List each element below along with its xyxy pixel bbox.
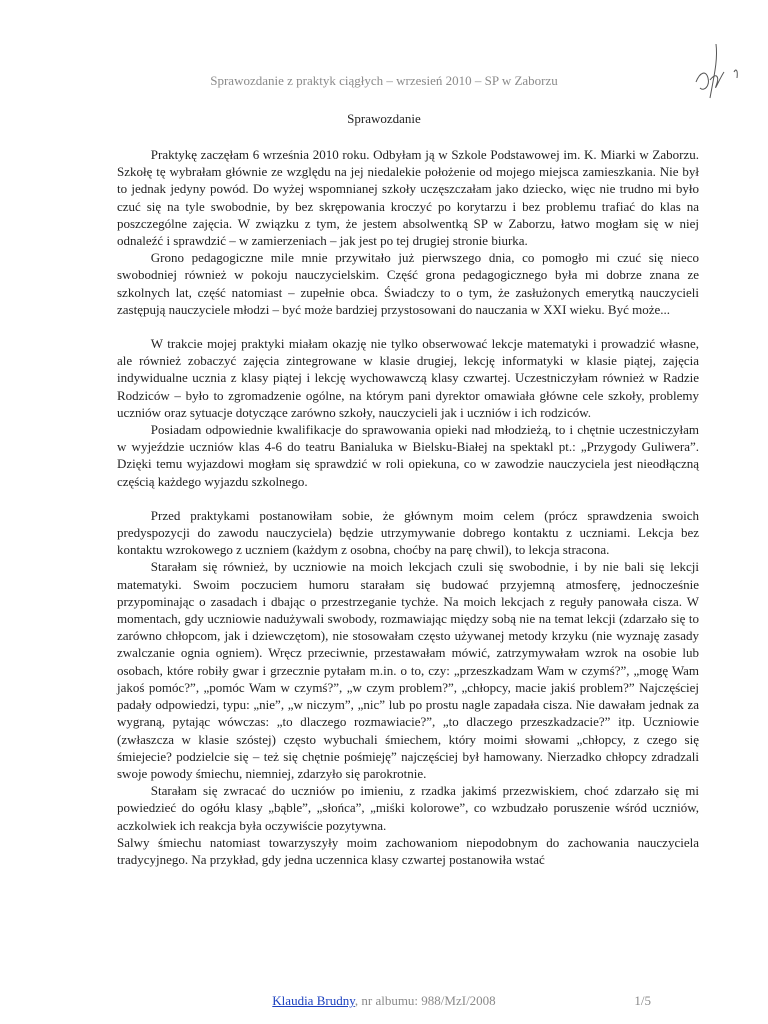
paragraph-3: W trakcie mojej praktyki miałam okazję nie tylko obserwować lekcje matematyki i prowadzić własne, ale również zobaczyć zajęcia zintegrowane w klasie drugiej, lekcję informatyki w klasie piątej, zajęcia indywidualne ucznia z klasy piątej i lekcję wychowawczą klasy czwartej. Uczestniczyłam również w Radzie Rodziców – było to zgromadzenie ogólne, na którym pani dyrektor omawiała główne cele szkoły, problemy uczniów oraz sytuacje dotyczące zarówno szkoły, nauczycieli jak i uczniów i ich rodziców. [117,336,699,420]
page-number: 1/5 [634,993,651,1008]
document-title: Sprawozdanie [347,111,421,126]
paragraph-2: Grono pedagogiczne mile mnie przywitało już pierwszego dnia, co pomogło mi czuć się nieco swobodniej również w pokoju nauczycielskim. Część grona pedagogicznego była mi dobrze znana ze szkolnych lat, część natomiast – zupełnie obca. Świadczy to o tym, że zasłużonych emerytką nauczycieli zastępują nauczyciele młodzi – być może bardziej przystosowani do nauczania w XXI wieku. Być może... [117,250,699,317]
paragraph-7: Starałam się zwracać do uczniów po imieniu, z rzadka jakimś przezwiskiem, choć zdarzało się mi powiedzieć do ogółu klasy „bąble”, „słońca”, „miśki kolorowe”, co wzbudzało poruszenie wśród uczniów, aczkolwiek ich reakcja była oczywiście pozytywna. [117,783,699,833]
handwritten-initials [690,42,750,100]
album-number: , nr albumu: 988/MzI/2008 [354,993,496,1008]
paragraph-8: Salwy śmiechu natomiast towarzyszyły moim zachowaniom niepodobnym do zachowania nauczyciela tradycyjnego. Na przykład, gdy jedna uczennica klasy czwartej postanowiła wstać [117,834,699,867]
author-link[interactable]: Klaudia Brudny [272,993,355,1008]
paragraph-1: Praktykę zaczęłam 6 września 2010 roku. Odbyłam ją w Szkole Podstawowej im. K. Miarki w Zaborzu. Szkołę tę wybrałam głównie ze względu na jej niedalekie położenie od mojego miejsca zamieszkania. Nie był to jednak jedyny powód. Do wyżej wspomnianej szkoły uczęszczałam jako dziecko, więc nie trudno mi było czuć się na tyle swobodnie, by bez skrępowania kroczyć po korytarzu i bez problemu trafiać do klas na poszczególne zajęcia. W związku z tym, że jestem absolwentką SP w Zaborzu, łatwo mogłam się w niej odnaleźć i sprawdzić – w zamierzeniach – jak jest po tej drugiej stronie biurka. [117,147,699,249]
paragraph-5: Przed praktykami postanowiłam sobie, że głównym moim celem (prócz sprawdzenia swoich predyspozycji do zawodu nauczyciela) będzie utrzymywanie dobrego kontaktu z uczniami. Lekcja bez kontaktu wzrokowego z uczniem (każdym z osobna, choćby na parę chwil), to lekcja stracona. [117,507,699,558]
paragraph-4: Posiadam odpowiednie kwalifikacje do sprawowania opieki nad młodzieżą, to i chętnie uczestniczyłam w wyjeździe uczniów klas 4-6 do teatru Banialuka w Bielsku-Białej na spektakl pt.: „Przygody Guliwera”. Dzięki temu wyjazdowi mogłam się sprawdzić w roli opiekuna, co w zawodzie nauczyciela jest nieodłączną częścią każdego wyjazdu szkolnego. [117,422,699,489]
document-body [117,146,699,868]
running-header: Sprawozdanie z praktyk ciągłych – wrzesień 2010 – SP w Zaborzu [210,73,558,88]
paragraph-6: Starałam się również, by uczniowie na moich lekcjach czuli się swobodnie, i by nie bali się lekcji matematyki. Swoim poczuciem humoru starałam się budować przyjemną atmosferę, jednocześnie przypominając o zasadach i dbając o przestrzeganie tychże. Na moich lekcjach z reguły panowała cisza. W momentach, gdy uczniowie nadużywali swobody, rozmawiając między sobą nie na temat lekcji (zdarzało się to zarówno chłopcom, jak i dziewczętom), nie stosowałam często używanej metody krzyku (nie wyznaję zasady zwalczanie ognia ogniem). Wręcz przeciwnie, przestawałam mówić, zatrzymywałam wzrok na osobie lub osobach, które robiły gwar i grzecznie pytałam m.in. o to, czy: „przeszkadzam Wam w czymś?”, „mogę Wam jakoś pomóc?”, „pomóc Wam w czymś?”, „w czym problem?”, „chłopcy, macie jakiś problem?” Najczęściej padały odpowiedzi, typu: „nie”, „w niczym”, „nic” lub po prostu nagle zapadała cisza. Nie dawałam jednak za wygraną, pytając wówczas: „to dlaczego rozmawiacie?”, „to dlaczego przeszkadzacie?” itp. Uczniowie (zwłaszcza w klasie szóstej) często wybuchali śmiechem, który moimi słowami „chłopcy, z czego się śmiejecie? podzielcie się – też się chętnie pośmieję” najczęściej był hamowany. Nierzadko chłopcy zdradzali swoje powody śmiechu, niemniej, zdarzyło się parokrotnie. [117,559,699,781]
footer-author-line [0,993,768,1009]
